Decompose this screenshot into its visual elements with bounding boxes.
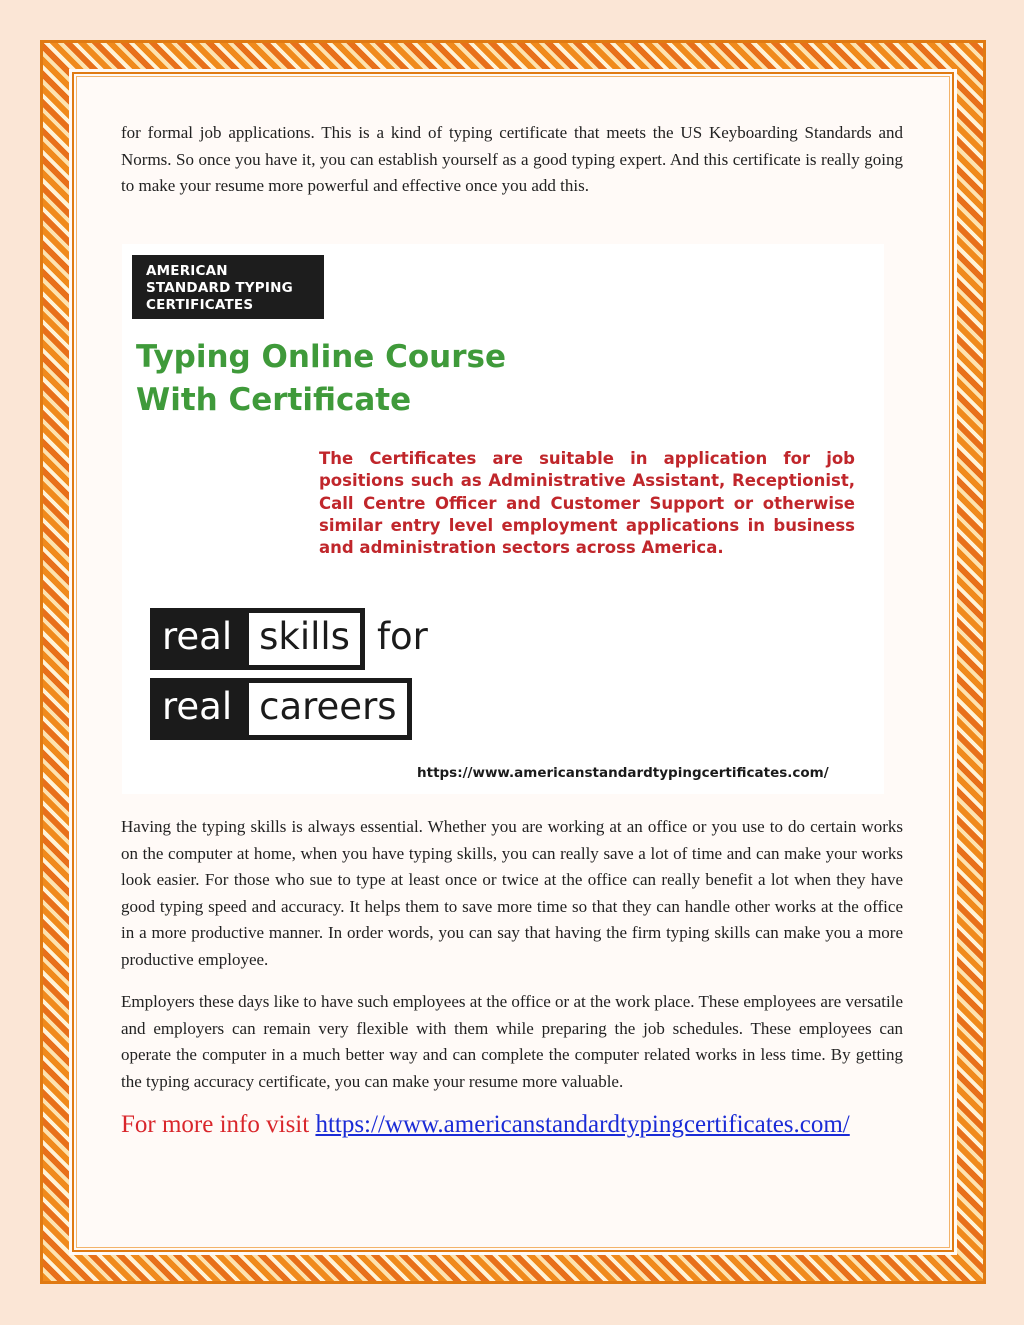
promo-title-line-1: Typing Online Course [136, 339, 506, 375]
slogan-word-for: for [376, 614, 428, 658]
intro-section [121, 120, 903, 200]
page-frame [40, 40, 986, 1284]
promo-title-line-2: With Certificate [136, 382, 412, 418]
slogan-word-skills: skills [244, 608, 365, 670]
paragraph-employers: Employers these days like to have such employees at the office or at the work place. These employees are versatile and employers can remain very flexible with them while preparing the job schedules. These employees can operate the computer in a much better way and can complete the computer related works in less time. By getting the typing accuracy certificate, you can make your resume more valuable. [121, 992, 903, 1091]
more-info-label: For more info visit [121, 1111, 310, 1138]
slogan-word-careers: careers [244, 678, 411, 740]
brand-logo [132, 255, 324, 319]
intro-paragraph: for formal job applications. This is a kind of typing certificate that meets the US Keyboarding Standards and Norms. So once you have it, you can establish yourself as a good typing expert. And this certificate is really going to make your resume more powerful and effective once you add this. [121, 123, 903, 195]
logo-line-3: CERTIFICATES [146, 297, 254, 313]
slogan-word-real-2: real [150, 678, 244, 740]
logo-line-1: AMERICAN [146, 263, 228, 279]
slogan-line-2 [150, 678, 412, 740]
slogan-word-real: real [150, 608, 244, 670]
slogan-line-1 [150, 608, 440, 670]
body-section [121, 814, 903, 1139]
more-info-line [121, 1111, 903, 1139]
paragraph-typing-skills: Having the typing skills is always essential. Whether you are working at an office or you use to do certain works on the computer at home, when you have typing skills, you can really save a lot of time and can make your works look easier. For those who sue to type at least once or twice at the office can really benefit a lot when they have good typing speed and accuracy. It helps them to save more time so that they can handle other works at the office in a more productive manner. In order words, you can say that having the firm typing skills can make you a more productive employee. [121, 817, 903, 969]
promo-title [136, 336, 506, 422]
promo-description: The Certificates are suitable in application for job positions such as Administrative Assistant, Receptionist, Call Centre Officer and Customer Support or otherwise similar entry level employment applications in business and administration sectors across America. [319, 449, 855, 558]
promo-image [122, 244, 884, 794]
promo-url: https://www.americanstandardtypingcertificates.com/ [417, 765, 829, 781]
website-link[interactable]: https://www.americanstandardtypingcertificates.com/ [315, 1111, 850, 1138]
logo-line-2: STANDARD TYPING [146, 280, 293, 296]
